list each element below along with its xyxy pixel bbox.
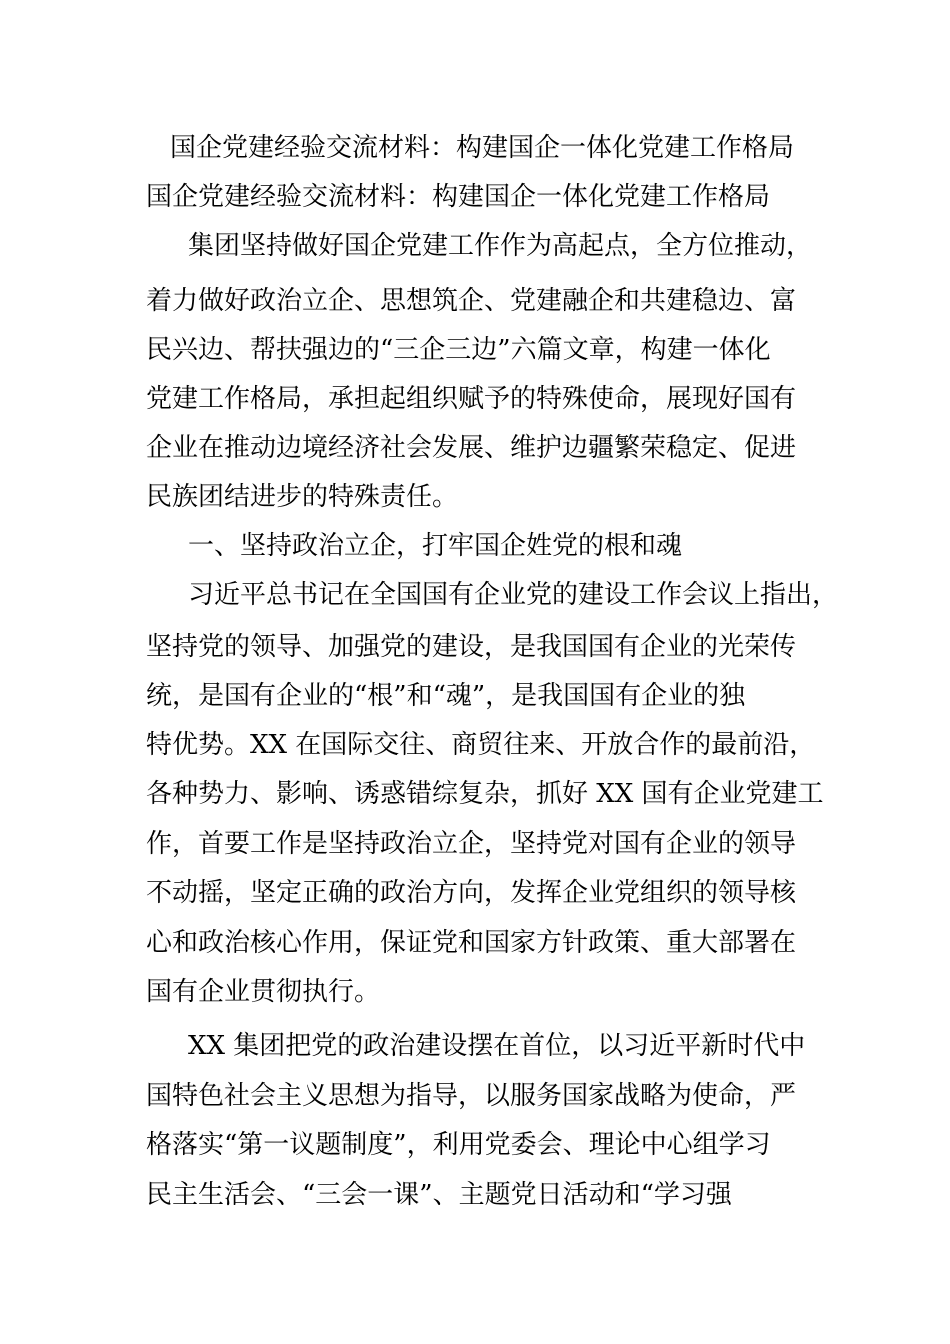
paragraph-2-line-4: 特优势。XX 在国际交往、商贸往来、开放合作的最前沿，: [146, 730, 816, 760]
paragraph-2-line-9: 国有企业贯彻执行。: [146, 977, 381, 1007]
paragraph-1-line-4: 党建工作格局，承担起组织赋予的特殊使命，展现好国有: [146, 384, 797, 414]
title-line-2: 国企党建经验交流材料：构建国企一体化党建工作格局: [146, 182, 771, 212]
paragraph-1-line-2: 着力做好政治立企、思想筑企、党建融企和共建稳边、富: [146, 286, 797, 316]
paragraph-2-line-1: 习近平总书记在全国国有企业党的建设工作会议上指出，: [188, 580, 839, 610]
paragraph-1-line-5: 企业在推动边境经济社会发展、维护边疆繁荣稳定、促进: [146, 433, 797, 463]
title-line-1: 国企党建经验交流材料：构建国企一体化党建工作格局: [170, 133, 795, 163]
paragraph-2-line-2: 坚持党的领导、加强党的建设，是我国国有企业的光荣传: [146, 632, 797, 662]
paragraph-2-line-6: 作，首要工作是坚持政治立企，坚持党对国有企业的领导: [146, 829, 797, 859]
paragraph-3-line-4: 民主生活会、“三会一课”、主题党日活动和“学习强: [146, 1180, 732, 1210]
paragraph-3-line-1: XX 集团把党的政治建设摆在首位，以习近平新时代中: [188, 1031, 806, 1061]
paragraph-3-line-2: 国特色社会主义思想为指导，以服务国家战略为使命，严: [146, 1081, 797, 1111]
paragraph-1-line-1: 集团坚持做好国企党建工作作为高起点，全方位推动，: [188, 231, 813, 261]
paragraph-1-line-3: 民兴边、帮扶强边的“三企三边”六篇文章，构建一体化: [146, 335, 771, 365]
paragraph-2-line-5: 各种势力、影响、诱惑错综复杂，抓好 XX 国有企业党建工: [146, 779, 824, 809]
section-heading-1: 一、坚持政治立企，打牢国企姓党的根和魂: [188, 531, 683, 561]
paragraph-3-line-3: 格落实“第一议题制度”，利用党委会、理论中心组学习: [146, 1130, 771, 1160]
paragraph-1-line-6: 民族团结进步的特殊责任。: [146, 482, 459, 512]
paragraph-2-line-3: 统，是国有企业的“根”和“魂”，是我国国有企业的独: [146, 681, 746, 711]
paragraph-2-line-8: 心和政治核心作用，保证党和国家方针政策、重大部署在: [146, 928, 797, 958]
paragraph-2-line-7: 不动摇，坚定正确的政治方向，发挥企业党组织的领导核: [146, 878, 797, 908]
